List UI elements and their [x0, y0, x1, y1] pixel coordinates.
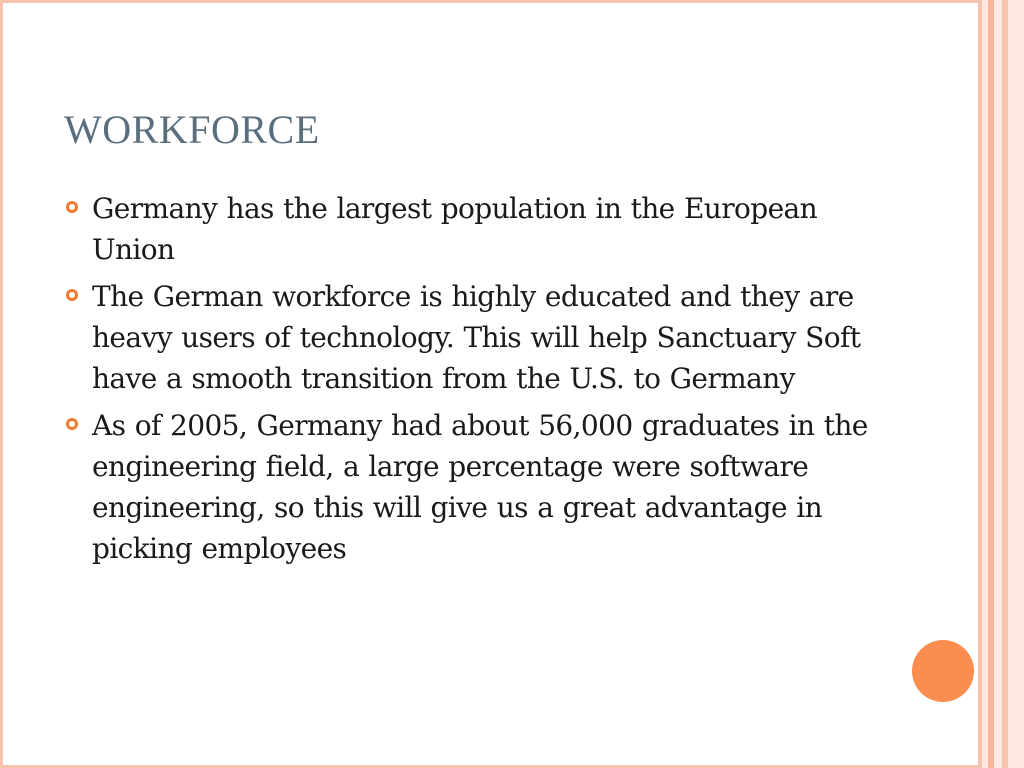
frame-left-border: [0, 0, 3, 768]
frame-top-border: [0, 0, 980, 3]
slide-title: WORKFORCE: [64, 107, 320, 152]
bullet-text: The German workforce is highly educated and they are heavy users of technology. This will help Sanctuary Soft have a smooth transition from the U.S. to Germany: [92, 280, 861, 395]
bullet-list: [66, 188, 886, 575]
bullet-item: [66, 405, 886, 569]
ring-bullet-icon: [66, 289, 78, 301]
bullet-item: [66, 188, 886, 270]
bullet-item: [66, 276, 886, 399]
ring-bullet-icon: [66, 201, 78, 213]
decorative-stripe: [994, 0, 1002, 768]
accent-circle: [912, 640, 974, 702]
decorative-stripe: [1008, 0, 1024, 768]
bullet-text: Germany has the largest population in the European Union: [92, 192, 818, 266]
ring-bullet-icon: [66, 418, 78, 430]
bullet-text: As of 2005, Germany had about 56,000 graduates in the engineering field, a large percentage were software engineering, so this will give us a great advantage in picking employees: [92, 409, 868, 565]
